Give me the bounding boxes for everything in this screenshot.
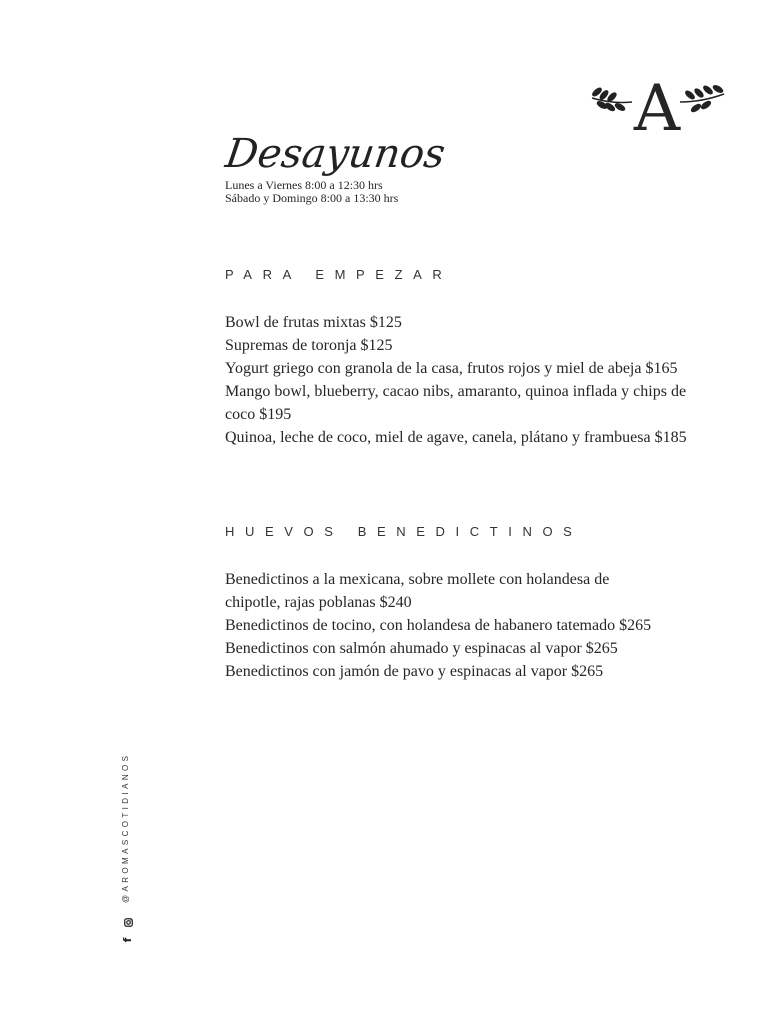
brand-logo — [588, 68, 728, 138]
section-heading-huevos-benedictinos: HUEVOS BENEDICTINOS — [225, 524, 583, 539]
olive-branch-left-icon — [592, 87, 632, 112]
page-title: Desayunos — [222, 131, 449, 177]
menu-item: Benedictinos con salmón ahumado y espinacas al vapor $265 — [225, 640, 618, 657]
social-sidebar — [121, 738, 135, 948]
section-heading-para-empezar: PARA EMPEZAR — [225, 267, 453, 282]
menu-list-huevos-benedictinos — [225, 568, 655, 683]
menu-item: Mango bowl, blueberry, cacao nibs, amaranto, quinoa inflada y chips de coco $195 — [225, 383, 687, 423]
social-handle[interactable]: @AROMASCOTIDIANOS — [121, 752, 130, 903]
olive-branch-right-icon — [680, 85, 724, 113]
hours-weekend: Sábado y Domingo 8:00 a 13:30 hrs — [225, 191, 399, 205]
menu-item: Benedictinos con jamón de pavo y espinacas al vapor $265 — [225, 663, 604, 680]
menu-item: Supremas de toronja $125 — [225, 337, 393, 354]
hours-weekdays: Lunes a Viernes 8:00 a 12:30 hrs — [225, 178, 383, 192]
menu-item: Yogurt griego con granola de la casa, frutos rojos y miel de abeja $165 — [225, 360, 678, 377]
instagram-icon[interactable] — [124, 918, 133, 927]
opening-hours — [225, 179, 398, 205]
menu-item: Quinoa, leche de coco, miel de agave, canela, plátano y frambuesa $185 — [225, 429, 687, 446]
menu-item: Benedictinos a la mexicana, sobre mollete con holandesa de chipotle, rajas poblanas $240 — [225, 571, 610, 611]
menu-item: Bowl de frutas mixtas $125 — [225, 314, 402, 331]
logo-letter: A — [633, 72, 681, 138]
menu-item: Benedictinos de tocino, con holandesa de habanero tatemado $265 — [225, 617, 652, 634]
facebook-icon[interactable]: f — [121, 937, 134, 943]
menu-list-para-empezar — [225, 311, 695, 449]
